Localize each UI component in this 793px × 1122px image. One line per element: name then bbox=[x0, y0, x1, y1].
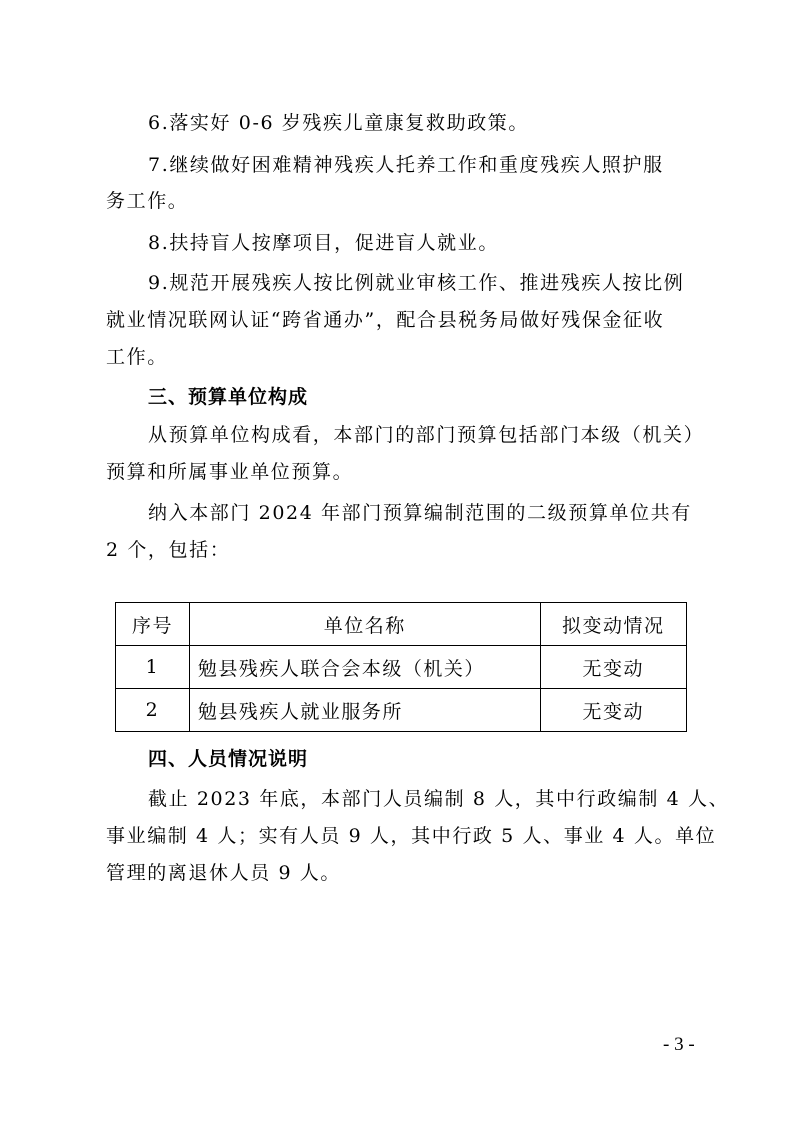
list-item-8: 8.扶持盲人按摩项目，促进盲人就业。 bbox=[148, 232, 499, 254]
list-item-9-line-1: 9.规范开展残疾人按比例就业审核工作、推进残疾人按比例 bbox=[148, 272, 685, 294]
section-3-para-2-line-2: 2 个，包括： bbox=[106, 539, 231, 561]
cell-seq: 2 bbox=[116, 689, 190, 732]
table-header-row bbox=[116, 603, 687, 646]
cell-unit-name: 勉县残疾人就业服务所 bbox=[189, 689, 540, 732]
header-unit-name: 单位名称 bbox=[189, 603, 540, 646]
section-3-para-1-line-2: 预算和所属事业单位预算。 bbox=[106, 461, 354, 483]
section-4-line-3: 管理的离退休人员 9 人。 bbox=[106, 862, 341, 884]
header-change: 拟变动情况 bbox=[540, 603, 686, 646]
table-row bbox=[116, 646, 687, 689]
list-item-9-line-3: 工作。 bbox=[106, 346, 168, 368]
list-item-6: 6.落实好 0-6 岁残疾儿童康复救助政策。 bbox=[148, 112, 530, 134]
cell-change: 无变动 bbox=[540, 689, 686, 732]
list-item-7-line-2: 务工作。 bbox=[106, 190, 189, 212]
cell-change: 无变动 bbox=[540, 646, 686, 689]
section-3-para-2-line-1: 纳入本部门 2024 年部门预算编制范围的二级预算单位共有 bbox=[148, 502, 692, 524]
section-4-heading: 四、人员情况说明 bbox=[148, 748, 309, 770]
cell-unit-name: 勉县残疾人联合会本级（机关） bbox=[189, 646, 540, 689]
section-3-para-1-line-1: 从预算单位构成看，本部门的部门预算包括部门本级（机关） bbox=[148, 424, 705, 446]
list-item-7-line-1: 7.继续做好困难精神残疾人托养工作和重度残疾人照护服 bbox=[148, 154, 664, 176]
list-item-9-line-2: 就业情况联网认证“跨省通办”，配合县税务局做好残保金征收 bbox=[106, 309, 665, 331]
table-row bbox=[116, 689, 687, 732]
section-4-line-1: 截止 2023 年底，本部门人员编制 8 人，其中行政编制 4 人、 bbox=[148, 788, 730, 810]
header-seq: 序号 bbox=[116, 603, 190, 646]
page-number: - 3 - bbox=[663, 1034, 695, 1055]
section-4-line-2: 事业编制 4 人；实有人员 9 人，其中行政 5 人、事业 4 人。单位 bbox=[106, 825, 717, 847]
section-3-heading: 三、预算单位构成 bbox=[148, 386, 309, 408]
budget-units-table bbox=[115, 602, 687, 732]
cell-seq: 1 bbox=[116, 646, 190, 689]
